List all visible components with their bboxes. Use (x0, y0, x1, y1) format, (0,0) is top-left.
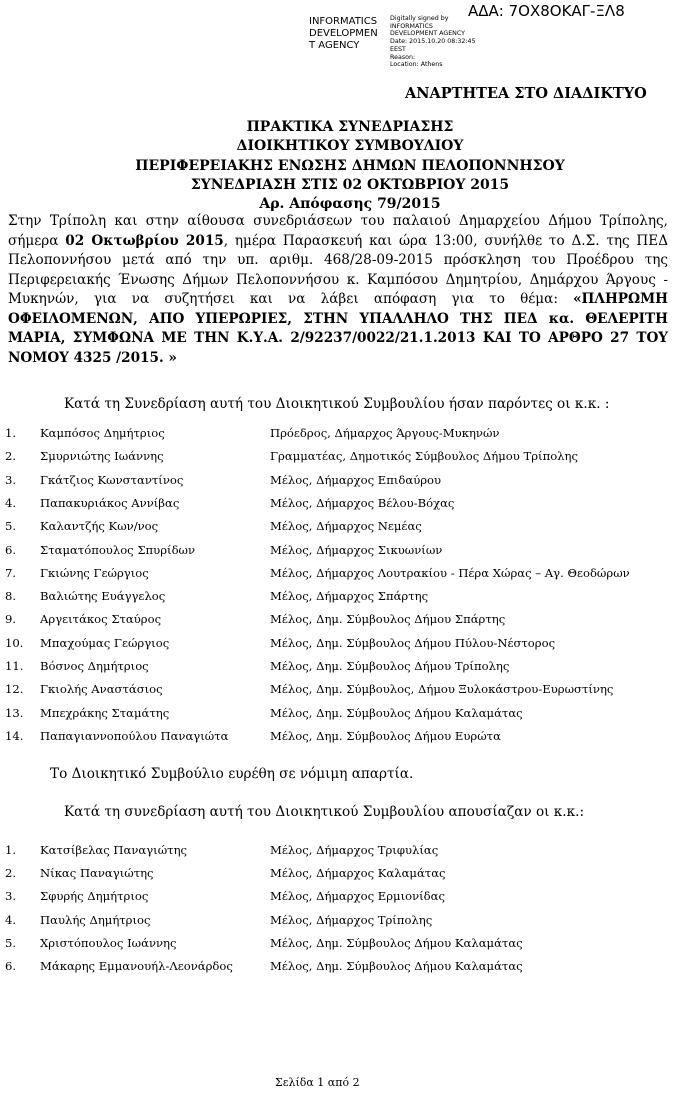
list-number: 9. (5, 612, 17, 627)
document-titles (40, 118, 660, 214)
member-role: Μέλος, Δημ. Σύμβουλος Δήμου Καλαμάτας (270, 705, 523, 720)
list-number: 3. (5, 472, 17, 487)
meeting-subject: «ΠΛΗΡΩΜΗ ΟΦΕΙΛΟΜΕΝΩΝ, ΑΠΟ ΥΠΕΡΩΡΙΕΣ, ΣΤΗΝ ΥΠΑΛΛΗΛΟ ΤΗΣ ΠΕΔ κα. ΘΕΛΕΡΙΤΗ ΜΑΡΙΑ, ΣΥΜΦΩΝΑ ΜΕ ΤΗΝ Κ.Υ.Α. 2/92237/0022/21.1.2013 ΚΑΙ ΤΟ ΑΡΘΡΟ 27 ΤΟΥ ΝΟΜΟΥ 4325 /2015. » (8, 291, 668, 366)
list-item (0, 913, 700, 933)
list-item (0, 612, 700, 632)
member-name: Χριστόπουλος Ιωάννης (40, 935, 177, 950)
list-number: 13. (5, 705, 24, 720)
member-role: Μέλος, Δήμαρχος Τριφυλίας (270, 843, 439, 857)
list-item (0, 449, 700, 469)
list-number: 5. (5, 519, 17, 534)
list-number: 11. (5, 659, 24, 673)
member-name: Καμπόσος Δημήτριος (40, 426, 165, 440)
member-name: Μάκαρης Εμμανουήλ-Λεονάρδος (40, 959, 233, 973)
list-number: 1. (5, 426, 17, 440)
member-role: Μέλος, Δήμαρχος Καλαμάτας (270, 866, 446, 881)
signature-organization (309, 16, 391, 52)
list-number: 4. (5, 495, 17, 510)
member-name: Παπαγιαννοπούλου Παναγιώτα (40, 728, 229, 743)
page-number: Σελίδα 1 από 2 (275, 1076, 360, 1089)
quorum-statement: Το Διοικητικό Συμβούλιο ευρέθη σε νόμιμη απαρτία. (50, 766, 414, 782)
member-name: Σφυρής Δημήτριος (40, 889, 149, 904)
member-role: Μέλος, Δημ. Σύμβουλος Δήμου Καλαμάτας (270, 935, 523, 950)
list-number: 4. (5, 912, 17, 927)
member-role: Μέλος, Δημ. Σύμβουλος Δήμου Καλαμάτας (270, 959, 523, 973)
meeting-date: 02 Οκτωβρίου 2015 (65, 232, 224, 249)
intro-text: Στην Τρίπολη και στην αίθουσα συνεδριάσεων του παλαιού Δημαρχείου Δήμου Τρίπολης, σήμερα (8, 213, 668, 249)
member-role: Μέλος, Δήμαρχος Ερμιονίδας (270, 889, 445, 904)
list-item (0, 496, 700, 516)
member-name: Παπακυριάκος Αννίβας (40, 495, 180, 510)
member-role: Μέλος, Δημ. Σύμβουλος Δήμου Τρίπολης (270, 659, 510, 673)
member-role: Μέλος, Δήμαρχος Λουτρακίου - Πέρα Χώρας – Αγ. Θεοδώρων (270, 565, 630, 580)
member-name: Μπεχράκης Σταμάτης (40, 705, 170, 720)
member-name: Σταματόπουλος Σπυρίδων (40, 542, 196, 557)
signature-details (390, 15, 520, 69)
list-item (0, 936, 700, 956)
title-line: ΠΡΑΚΤΙΚΑ ΣΥΝΕΔΡΙΑΣΗΣ (246, 119, 454, 135)
member-role: Μέλος, Δημ. Σύμβουλος Δήμου Πύλου-Νέστορος (270, 635, 556, 650)
list-item (0, 889, 700, 909)
title-line: ΠΕΡΙΦΕΡΕΙΑΚΗΣ ΕΝΩΣΗΣ ΔΗΜΩΝ ΠΕΛΟΠΟΝΝΗΣΟΥ (135, 157, 565, 174)
member-name: Γκιώνης Γεώργιος (40, 565, 149, 580)
member-name: Κατσίβελας Παναγιώτης (40, 843, 188, 857)
member-name: Παυλής Δημήτριος (40, 912, 151, 927)
list-number: 6. (5, 959, 17, 973)
member-role: Μέλος, Δήμαρχος Σπάρτης (270, 589, 429, 604)
member-role: Μέλος, Δήμαρχος Βέλου-Βόχας (270, 495, 455, 510)
member-name: Αργειτάκος Σταύρος (40, 612, 162, 627)
absent-intro: Κατά τη συνεδρίαση αυτή του Διοικητικού Συμβουλίου απουσίαζαν οι κ.κ.: (64, 804, 585, 820)
member-role: Μέλος, Δήμαρχος Σικυωνίων (270, 542, 443, 557)
intro-text: , ημέρα Παρασκευή και ώρα 13:00, συνήλθε το Δ.Σ. της ΠΕΔ Πελοποννήσου μετά από την υπ. αριθμ. 468/28-09-2015 πρόσκληση του Προέδρου της Περιφερειακής Ένωσης Δήμων Πελοποννήσου κ. Καμπόσου Δημητρίου, Δημάρχου Άργους - Μυκηνών, για να συζητήσει και να λάβει απόφαση για το θέμα: (8, 232, 669, 307)
list-item (0, 566, 700, 586)
signature-detail-line: Reason: (390, 53, 416, 61)
member-role: Μέλος, Δήμαρχος Νεμέας (270, 519, 422, 534)
list-number: 12. (5, 682, 24, 697)
list-item (0, 682, 700, 702)
member-name: Νίκας Παναγιώτης (40, 866, 154, 881)
list-number: 1. (5, 843, 17, 857)
list-number: 14. (5, 728, 24, 743)
list-item (0, 729, 700, 749)
list-number: 6. (5, 542, 17, 557)
list-number: 8. (5, 589, 17, 604)
signature-detail-line: INFORMATICS (390, 22, 433, 30)
decision-number: Αρ. Απόφασης 79/2015 (259, 196, 441, 213)
list-item (0, 659, 700, 679)
list-number: 2. (5, 449, 17, 464)
signature-detail-line: Digitally signed by (390, 15, 449, 22)
member-name: Γκάτζιος Κωνσταντίνος (40, 472, 184, 487)
signature-org-line: T AGENCY (309, 40, 360, 51)
title-line: ΣΥΝΕΔΡΙΑΣΗ ΣΤΙΣ 02 ΟΚΤΩΒΡΙΟΥ 2015 (190, 176, 510, 193)
member-role: Γραμματέας, Δημοτικός Σύμβουλος Δήμου Τρίπολης (270, 449, 578, 464)
list-item (0, 866, 700, 886)
member-role: Μέλος, Δήμαρχος Επιδαύρου (270, 472, 442, 487)
member-name: Μπαχούμας Γεώργιος (40, 635, 170, 650)
member-role: Μέλος, Δήμαρχος Τρίπολης (270, 912, 433, 927)
member-name: Σμυρνιώτης Ιωάννης (40, 449, 164, 464)
member-role: Μέλος, Δημ. Σύμβουλος Δήμου Σπάρτης (270, 612, 506, 627)
ada-code: ΑΔΑ: 7ΟΧ8ΟΚΑΓ-ΞΛ8 (468, 2, 625, 20)
list-item (0, 706, 700, 726)
signature-detail-line: Location: Athens (390, 61, 443, 69)
publish-note: ΑΝΑΡΤΗΤΕΑ ΣΤΟ ΔΙΑΔΙΚΤΥΟ (405, 85, 647, 102)
title-line: ΔΙΟΙΚΗΤΙΚΟΥ ΣΥΜΒΟΥΛΙΟΥ (236, 138, 464, 155)
member-name: Βόσνος Δημήτριος (40, 659, 149, 673)
list-number: 5. (5, 935, 17, 950)
member-role: Μέλος, Δημ. Σύμβουλος, Δήμου Ξυλοκάστρου-Ευρωστίνης (270, 682, 614, 697)
list-number: 10. (5, 635, 24, 650)
member-role: Μέλος, Δημ. Σύμβουλος Δήμου Ευρώτα (270, 728, 501, 743)
list-item (0, 473, 700, 493)
list-number: 2. (5, 866, 17, 881)
list-item (0, 843, 700, 863)
list-item (0, 519, 700, 539)
signature-detail-line: Date: 2015.10.20 08:32:45 (390, 38, 476, 46)
present-intro: Κατά τη Συνεδρίαση αυτή του Διοικητικού Συμβουλίου ήσαν παρόντες οι κ.κ. : (64, 396, 610, 412)
list-number: 3. (5, 889, 17, 904)
signature-org-line: INFORMATICS (309, 16, 378, 27)
member-name: Γκιολής Αναστάσιος (40, 682, 163, 697)
member-role: Πρόεδρος, Δήμαρχος Άργους-Μυκηνών (270, 426, 500, 440)
signature-org-line: DEVELOPMEN (309, 28, 378, 39)
list-item (0, 426, 700, 446)
list-item (0, 589, 700, 609)
signature-detail-line: EEST (390, 45, 406, 53)
list-item (0, 543, 700, 563)
list-item (0, 636, 700, 656)
member-name: Βαλιώτης Ευάγγελος (40, 589, 166, 604)
list-number: 7. (5, 565, 17, 580)
signature-detail-line: DEVELOPMENT AGENCY (390, 30, 466, 38)
list-item (0, 959, 700, 979)
intro-paragraph (8, 212, 668, 368)
member-name: Καλαντζής Κων/νος (40, 519, 159, 534)
